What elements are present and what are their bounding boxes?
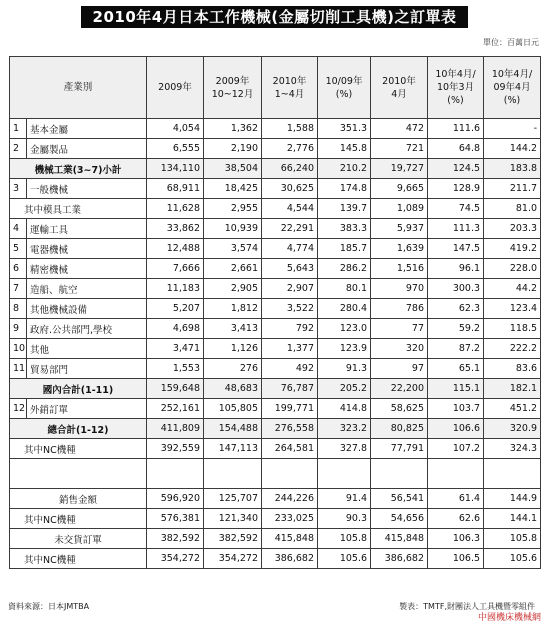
table-row — [10, 399, 541, 419]
value-cell: 324.3 — [484, 439, 541, 459]
value-cell: 244,226 — [262, 489, 318, 509]
value-cell: 203.3 — [484, 219, 541, 239]
table-row — [10, 489, 541, 509]
table-row — [10, 279, 541, 299]
value-cell: 105.6 — [318, 549, 371, 569]
value-cell: 56,541 — [371, 489, 428, 509]
value-cell: 300.3 — [428, 279, 484, 299]
header-2010-jan-apr: 2010年 1~4月 — [262, 57, 318, 119]
value-cell: 2,661 — [204, 259, 262, 279]
table-row — [10, 259, 541, 279]
value-cell: 124.5 — [428, 159, 484, 179]
row-index: 4 — [10, 219, 27, 239]
row-label: 其中NC機種 — [10, 509, 147, 529]
row-index: 11 — [10, 359, 27, 379]
value-cell: 11,183 — [147, 279, 204, 299]
value-cell: 97 — [371, 359, 428, 379]
value-cell: 1,126 — [204, 339, 262, 359]
row-label: 運輸工具 — [27, 219, 147, 239]
header-2009: 2009年 — [147, 57, 204, 119]
value-cell: 105.8 — [318, 529, 371, 549]
value-cell: 320 — [371, 339, 428, 359]
value-cell: 2,776 — [262, 139, 318, 159]
row-label: 其中模具工業 — [10, 199, 147, 219]
value-cell: 111.6 — [428, 119, 484, 139]
value-cell: 320.9 — [484, 419, 541, 439]
row-label: 總合計(1-12) — [10, 419, 147, 439]
value-cell: 144.9 — [484, 489, 541, 509]
header-apr-vs-mar: 10年4月/ 10年3月 (%) — [428, 57, 484, 119]
value-cell: 105.8 — [484, 529, 541, 549]
value-cell: 1,553 — [147, 359, 204, 379]
value-cell: 118.5 — [484, 319, 541, 339]
value-cell: 77 — [371, 319, 428, 339]
value-cell: 1,588 — [262, 119, 318, 139]
spacer-cell — [484, 459, 541, 489]
value-cell: 128.9 — [428, 179, 484, 199]
row-index: 3 — [10, 179, 27, 199]
table-row — [10, 199, 541, 219]
header-category: 產業別 — [10, 57, 147, 119]
value-cell: 58,625 — [371, 399, 428, 419]
table-row — [10, 359, 541, 379]
value-cell: 66,240 — [262, 159, 318, 179]
unit-note: 單位：百萬日元 — [483, 38, 539, 47]
value-cell: 44.2 — [484, 279, 541, 299]
value-cell: 354,272 — [147, 549, 204, 569]
value-cell: 264,581 — [262, 439, 318, 459]
value-cell: 1,516 — [371, 259, 428, 279]
row-label: 政府.公共部門,學校 — [27, 319, 147, 339]
row-label: 精密機械 — [27, 259, 147, 279]
table-row — [10, 549, 541, 569]
row-label: 貿易部門 — [27, 359, 147, 379]
value-cell: 276,558 — [262, 419, 318, 439]
value-cell: 392,559 — [147, 439, 204, 459]
value-cell: 383.3 — [318, 219, 371, 239]
row-index: 5 — [10, 239, 27, 259]
value-cell: 65.1 — [428, 359, 484, 379]
table-row — [10, 439, 541, 459]
row-label: 其他機械設備 — [27, 299, 147, 319]
value-cell: 419.2 — [484, 239, 541, 259]
value-cell: 81.0 — [484, 199, 541, 219]
value-cell: 7,666 — [147, 259, 204, 279]
spacer-cell — [147, 459, 204, 489]
value-cell: 115.1 — [428, 379, 484, 399]
value-cell: 105.6 — [484, 549, 541, 569]
spacer-cell — [371, 459, 428, 489]
value-cell: 276 — [204, 359, 262, 379]
value-cell: 147.5 — [428, 239, 484, 259]
row-label: 其中NC機種 — [10, 439, 147, 459]
value-cell: 154,488 — [204, 419, 262, 439]
value-cell: 107.2 — [428, 439, 484, 459]
source-note: 資料來源：日本JMTBA — [8, 602, 90, 611]
spacer-cell — [204, 459, 262, 489]
value-cell: 222.2 — [484, 339, 541, 359]
value-cell: 3,522 — [262, 299, 318, 319]
value-cell: 3,413 — [204, 319, 262, 339]
value-cell: 91.4 — [318, 489, 371, 509]
value-cell: 76,787 — [262, 379, 318, 399]
value-cell: 415,848 — [262, 529, 318, 549]
value-cell: 22,291 — [262, 219, 318, 239]
table-row — [10, 319, 541, 339]
table-row — [10, 379, 541, 399]
value-cell: 3,471 — [147, 339, 204, 359]
value-cell: 210.2 — [318, 159, 371, 179]
value-cell: 9,665 — [371, 179, 428, 199]
value-cell: 30,625 — [262, 179, 318, 199]
row-label: 基本金屬 — [27, 119, 147, 139]
page-title: 2010年4月日本工作機械(金屬切削工具機)之訂單表 — [81, 6, 469, 28]
value-cell: 103.7 — [428, 399, 484, 419]
value-cell: 183.8 — [484, 159, 541, 179]
table-row — [10, 139, 541, 159]
value-cell: 286.2 — [318, 259, 371, 279]
value-cell: 159,648 — [147, 379, 204, 399]
value-cell: 5,937 — [371, 219, 428, 239]
spacer-cell — [428, 459, 484, 489]
value-cell: 147,113 — [204, 439, 262, 459]
row-label: 一般機械 — [27, 179, 147, 199]
value-cell: 106.5 — [428, 549, 484, 569]
table-row — [10, 239, 541, 259]
value-cell: 123.4 — [484, 299, 541, 319]
value-cell: 2,905 — [204, 279, 262, 299]
row-label: 造船、航空 — [27, 279, 147, 299]
value-cell: 77,791 — [371, 439, 428, 459]
value-cell: 61.4 — [428, 489, 484, 509]
row-label: 其他 — [27, 339, 147, 359]
table-row — [10, 179, 541, 199]
value-cell: 174.8 — [318, 179, 371, 199]
value-cell: 199,771 — [262, 399, 318, 419]
value-cell: 59.2 — [428, 319, 484, 339]
value-cell: 139.7 — [318, 199, 371, 219]
value-cell: 1,639 — [371, 239, 428, 259]
row-label: 外銷訂單 — [27, 399, 147, 419]
value-cell: 111.3 — [428, 219, 484, 239]
value-cell: 62.6 — [428, 509, 484, 529]
value-cell: 121,340 — [204, 509, 262, 529]
value-cell: 91.3 — [318, 359, 371, 379]
value-cell: 83.6 — [484, 359, 541, 379]
value-cell: 182.1 — [484, 379, 541, 399]
header-2010-apr: 2010年 4月 — [371, 57, 428, 119]
value-cell: 90.3 — [318, 509, 371, 529]
value-cell: 80,825 — [371, 419, 428, 439]
value-cell: 721 — [371, 139, 428, 159]
value-cell: 62.3 — [428, 299, 484, 319]
value-cell: 11,628 — [147, 199, 204, 219]
value-cell: 252,161 — [147, 399, 204, 419]
header-row — [10, 57, 541, 119]
value-cell: 280.4 — [318, 299, 371, 319]
value-cell: 382,592 — [204, 529, 262, 549]
value-cell: 4,698 — [147, 319, 204, 339]
value-cell: 80.1 — [318, 279, 371, 299]
value-cell: 19,727 — [371, 159, 428, 179]
value-cell: 2,190 — [204, 139, 262, 159]
value-cell: 5,207 — [147, 299, 204, 319]
value-cell: 596,920 — [147, 489, 204, 509]
value-cell: 123.9 — [318, 339, 371, 359]
value-cell: 323.2 — [318, 419, 371, 439]
value-cell: 415,848 — [371, 529, 428, 549]
value-cell: 4,774 — [262, 239, 318, 259]
row-index: 9 — [10, 319, 27, 339]
row-index: 6 — [10, 259, 27, 279]
value-cell: 386,682 — [262, 549, 318, 569]
table-row — [10, 529, 541, 549]
value-cell: 12,488 — [147, 239, 204, 259]
value-cell: 792 — [262, 319, 318, 339]
table-row — [10, 339, 541, 359]
value-cell: 2,955 — [204, 199, 262, 219]
value-cell: 351.3 — [318, 119, 371, 139]
value-cell: 1,089 — [371, 199, 428, 219]
value-cell: 3,574 — [204, 239, 262, 259]
value-cell: 105,805 — [204, 399, 262, 419]
row-label: 金屬製品 — [27, 139, 147, 159]
row-label: 其中NC機種 — [10, 549, 147, 569]
value-cell: 38,504 — [204, 159, 262, 179]
table-row — [10, 509, 541, 529]
value-cell: 33,862 — [147, 219, 204, 239]
value-cell: 64.8 — [428, 139, 484, 159]
table-row — [10, 299, 541, 319]
value-cell: 96.1 — [428, 259, 484, 279]
row-index: 2 — [10, 139, 27, 159]
row-index: 12 — [10, 399, 27, 419]
value-cell: 472 — [371, 119, 428, 139]
value-cell: 233,025 — [262, 509, 318, 529]
value-cell: 5,643 — [262, 259, 318, 279]
row-index: 1 — [10, 119, 27, 139]
value-cell: 382,592 — [147, 529, 204, 549]
value-cell: 1,812 — [204, 299, 262, 319]
value-cell: 2,907 — [262, 279, 318, 299]
watermark-text: 中國機床機械網 — [477, 613, 541, 623]
value-cell: 106.6 — [428, 419, 484, 439]
value-cell: 205.2 — [318, 379, 371, 399]
row-index: 10 — [10, 339, 27, 359]
value-cell: 106.3 — [428, 529, 484, 549]
value-cell: 18,425 — [204, 179, 262, 199]
row-index: 8 — [10, 299, 27, 319]
value-cell: 87.2 — [428, 339, 484, 359]
value-cell: 576,381 — [147, 509, 204, 529]
value-cell: 4,544 — [262, 199, 318, 219]
value-cell: 123.0 — [318, 319, 371, 339]
value-cell: 970 — [371, 279, 428, 299]
value-cell: - — [484, 119, 541, 139]
orders-table — [9, 56, 541, 569]
compiled-note: 製表：TMTF,財團法人工具機暨零組件 — [399, 602, 535, 611]
table-row — [10, 219, 541, 239]
value-cell: 54,656 — [371, 509, 428, 529]
value-cell: 1,377 — [262, 339, 318, 359]
value-cell: 6,555 — [147, 139, 204, 159]
value-cell: 144.1 — [484, 509, 541, 529]
spacer-row — [10, 459, 541, 489]
header-apr-vs-prev-apr: 10年4月/ 09年4月 (%) — [484, 57, 541, 119]
value-cell: 211.7 — [484, 179, 541, 199]
value-cell: 144.2 — [484, 139, 541, 159]
value-cell: 492 — [262, 359, 318, 379]
spacer-cell — [318, 459, 371, 489]
title-bar — [0, 6, 549, 28]
value-cell: 354,272 — [204, 549, 262, 569]
table-row — [10, 119, 541, 139]
value-cell: 228.0 — [484, 259, 541, 279]
value-cell: 68,911 — [147, 179, 204, 199]
value-cell: 22,200 — [371, 379, 428, 399]
table-row — [10, 159, 541, 179]
header-2009-oct-dec: 2009年 10~12月 — [204, 57, 262, 119]
value-cell: 451.2 — [484, 399, 541, 419]
table-row — [10, 419, 541, 439]
value-cell: 134,110 — [147, 159, 204, 179]
value-cell: 327.8 — [318, 439, 371, 459]
row-label: 國內合計(1-11) — [10, 379, 147, 399]
value-cell: 74.5 — [428, 199, 484, 219]
row-label: 未交貨訂單 — [10, 529, 147, 549]
header-10-09-pct: 10/09年 (%) — [318, 57, 371, 119]
value-cell: 145.8 — [318, 139, 371, 159]
row-label: 電器機械 — [27, 239, 147, 259]
spacer-cell — [262, 459, 318, 489]
value-cell: 411,809 — [147, 419, 204, 439]
value-cell: 48,683 — [204, 379, 262, 399]
value-cell: 386,682 — [371, 549, 428, 569]
row-label: 機械工業(3~7)小計 — [10, 159, 147, 179]
value-cell: 10,939 — [204, 219, 262, 239]
value-cell: 786 — [371, 299, 428, 319]
value-cell: 1,362 — [204, 119, 262, 139]
value-cell: 125,707 — [204, 489, 262, 509]
row-label: 銷售金額 — [10, 489, 147, 509]
value-cell: 414.8 — [318, 399, 371, 419]
value-cell: 185.7 — [318, 239, 371, 259]
row-index: 7 — [10, 279, 27, 299]
spacer-cell — [10, 459, 147, 489]
value-cell: 4,054 — [147, 119, 204, 139]
